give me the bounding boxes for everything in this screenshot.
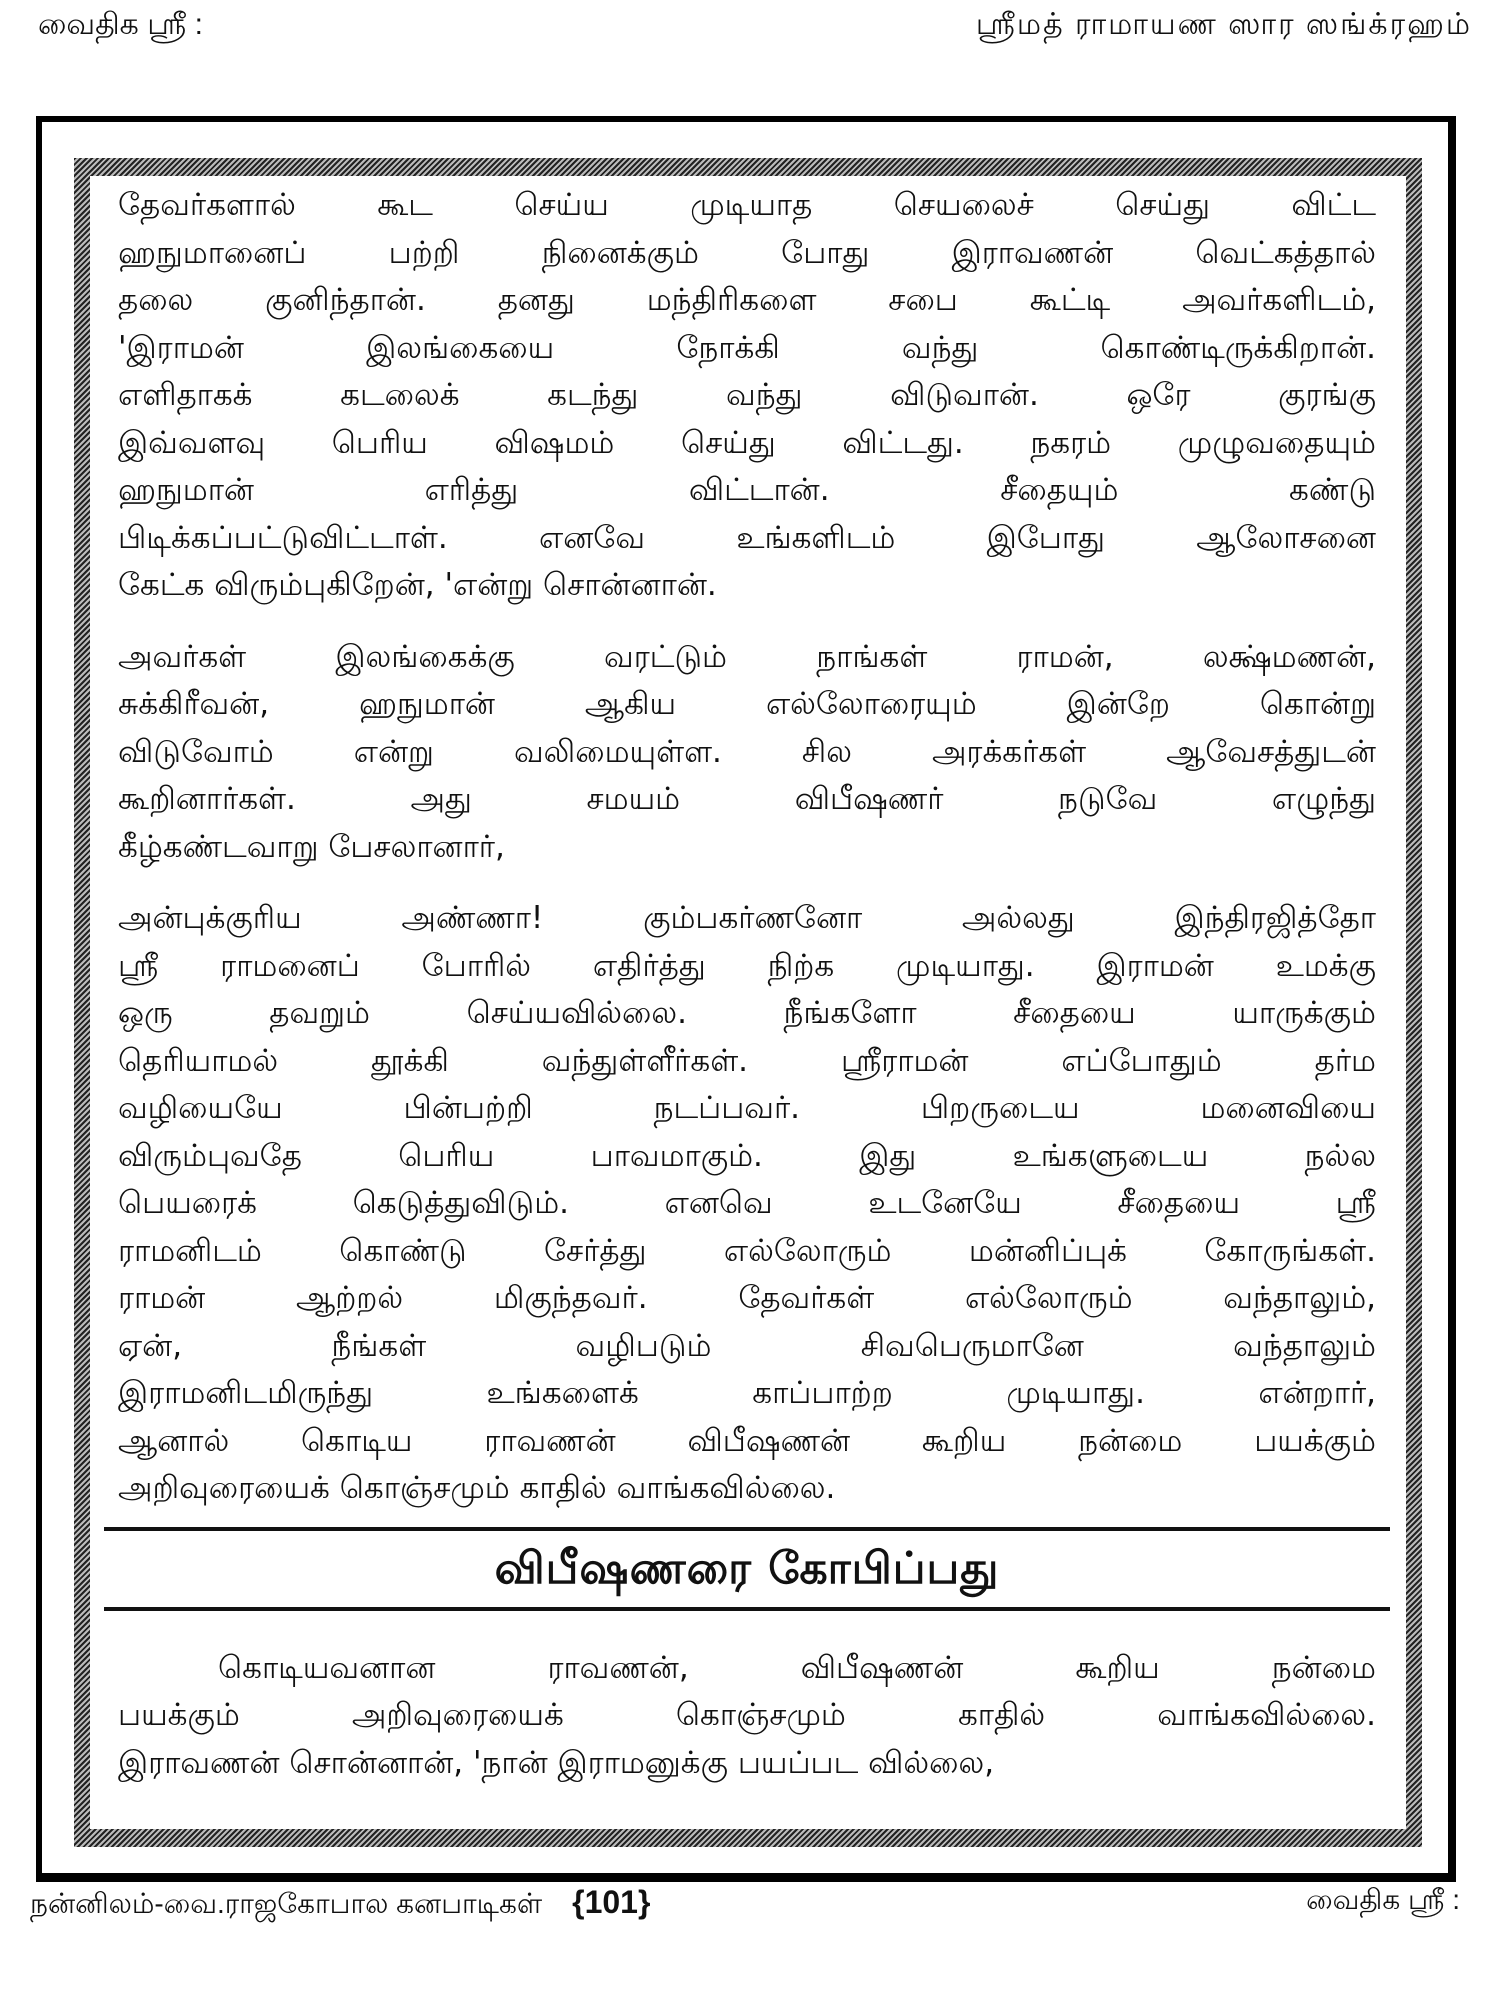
text-line: விடுவோம் என்று வலிமையுள்ள. சில அரக்கர்கள் ஆவேசத்துடன் — [118, 733, 1376, 770]
text-line: ஸ்ரீ ராமனைப் போரில் எதிர்த்து நிற்க முடியாது. இராமன் உமக்கு — [118, 947, 1376, 984]
text-line: பயக்கும் அறிவுரையைக் கொஞ்சமும் காதில் வாங்கவில்லை. — [118, 1697, 1376, 1733]
title-rule-bottom — [104, 1607, 1390, 1611]
text-line: வழியையே பின்பற்றி நடப்பவர். பிறருடைய மனைவியை — [118, 1090, 1376, 1126]
paragraph — [118, 895, 1376, 1513]
text-line: ராமனிடம் கொண்டு சேர்த்து எல்லோரும் மன்னிப்புக் கோருங்கள். — [118, 1232, 1376, 1269]
text-line: பிடிக்கப்பட்டுவிட்டாள். எனவே உங்களிடம் இபோது ஆலோசனை — [118, 519, 1376, 556]
text-line: அறிவுரையைக் கொஞ்சமும் காதில் வாங்கவில்லை. — [118, 1470, 836, 1506]
text-line: ஆனால் கொடிய ராவணன் விபீஷணன் கூறிய நன்மை பயக்கும் — [118, 1422, 1376, 1459]
text-line: ஹநுமான் எரித்து விட்டான். சீதையும் கண்டு — [118, 472, 1376, 508]
text-line: அவர்கள் இலங்கைக்கு வரட்டும் நாங்கள் ராமன், லக்ஷ்மணன், — [118, 638, 1376, 675]
text-line: சுக்கிரீவன், ஹநுமான் ஆகிய எல்லோரையும் இன்றே கொன்று — [118, 686, 1376, 722]
running-header-left: வைதிக ஸ்ரீ : — [38, 8, 203, 41]
text-line: கீழ்கண்டவாறு பேசலானார், — [118, 828, 505, 865]
footer-left — [30, 1884, 650, 1924]
text-line: கூறினார்கள். அது சமயம் விபீஷணர் நடுவே எழுந்து — [118, 781, 1376, 817]
text-line: தெரியாமல் தூக்கி வந்துள்ளீர்கள். ஸ்ரீராமன் எப்போதும் தர்ம — [118, 1042, 1376, 1079]
text-line: அன்புக்குரிய அண்ணா! கும்பகர்ணனோ அல்லது இந்திரஜித்தோ — [118, 900, 1376, 936]
text-line: விரும்புவதே பெரிய பாவமாகும். இது உங்களுடைய நல்ல — [118, 1137, 1376, 1174]
text-line: ராமன் ஆற்றல் மிகுந்தவர். தேவர்கள் எல்லோரும் வந்தாலும், — [118, 1280, 1376, 1316]
paragraph — [118, 634, 1376, 872]
text-line: ஹநுமானைப் பற்றி நினைக்கும் போது இராவணன் வெட்கத்தால் — [118, 234, 1376, 271]
text-line: இராவணன் சொன்னான், 'நான் இராமனுக்கு பயப்பட வில்லை, — [118, 1744, 995, 1781]
paragraph — [118, 1645, 1376, 1788]
running-header-right: ஸ்ரீமத் ராமாயண ஸார ஸங்க்ரஹம் — [975, 8, 1472, 41]
text-line: 'இராமன் இலங்கையை நோக்கி வந்து கொண்டிருக்கிறான். — [118, 329, 1376, 366]
body-text — [118, 182, 1376, 1811]
text-line: இராமனிடமிருந்து உங்களைக் காப்பாற்ற முடியாது. என்றார், — [118, 1375, 1376, 1411]
section-paragraph — [118, 1645, 1376, 1788]
footer-author: நன்னிலம்-வை.ராஜகோபால கனபாடிகள் — [30, 1888, 543, 1919]
text-line: ஒரு தவறும் செய்யவில்லை. நீங்களோ சீதையை யாருக்கும் — [118, 995, 1376, 1031]
text-line: பெயரைக் கெடுத்துவிடும். எனவெ உடனேயே சீதையை ஸ்ரீ — [118, 1185, 1376, 1221]
page-frame — [36, 116, 1456, 1882]
text-line: இவ்வளவு பெரிய விஷமம் செய்து விட்டது. நகரம் முழுவதையும் — [118, 424, 1376, 461]
text-line: கொடியவனான ராவணன், விபீஷணன் கூறிய நன்மை — [218, 1649, 1376, 1686]
text-line: கேட்க விரும்புகிறேன், 'என்று சொன்னான். — [118, 567, 717, 603]
text-line: தலை குனிந்தான். தனது மந்திரிகளை சபை கூட்டி அவர்களிடம், — [118, 282, 1376, 318]
page-number: {101} — [572, 1884, 651, 1920]
section-title: விபீஷணரை கோபிப்பது — [494, 1542, 1000, 1594]
paragraphs — [118, 182, 1376, 1513]
text-line: எளிதாகக் கடலைக் கடந்து வந்து விடுவான். ஒரே குரங்கு — [118, 377, 1376, 413]
text-line: தேவர்களால் கூட செய்ய முடியாத செயலைச் செய்து விட்ட — [118, 187, 1376, 223]
paragraph — [118, 182, 1376, 610]
footer-right: வைதிக ஸ்ரீ : — [1306, 1884, 1460, 1915]
text-line: ஏன், நீங்கள் வழிபடும் சிவபெருமானே வந்தாலும் — [118, 1327, 1376, 1364]
